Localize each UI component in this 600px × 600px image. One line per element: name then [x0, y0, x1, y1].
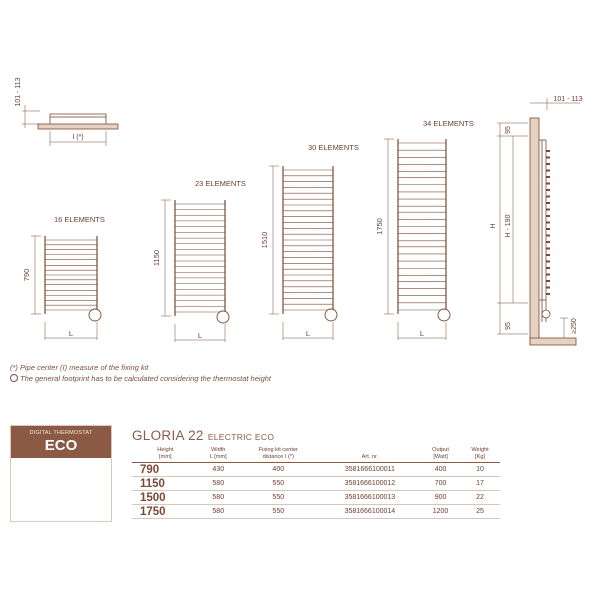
model-width-label-1: L	[68, 329, 74, 338]
note-pipe-center: (*) Pipe center (I) measure of the fixing kit	[10, 363, 149, 372]
product-variant: ELECTRIC ECO	[207, 432, 275, 442]
column-header-text: [mm]	[159, 453, 172, 460]
table-cell: 22	[460, 491, 500, 505]
table-cell: 3581666100011	[319, 463, 421, 477]
thermostat-title: ECO	[44, 437, 78, 454]
table-cell: 550	[238, 477, 319, 491]
side-tick	[546, 248, 550, 250]
top-margin-label: 95	[505, 126, 512, 134]
side-tick	[546, 261, 550, 263]
column-header-text: distance I (*)	[262, 453, 294, 460]
model-label-4: 34 ELEMENTS	[423, 119, 474, 128]
note-footprint-text: The general footprint has to be calculated considering the thermostat height	[20, 374, 271, 383]
radiator-1	[31, 236, 101, 340]
side-tick	[546, 254, 550, 256]
side-tick	[546, 280, 550, 282]
side-tick	[546, 228, 550, 230]
side-tick	[546, 287, 550, 289]
side-tick	[546, 202, 550, 204]
thermostat-header	[11, 426, 111, 458]
model-label-2: 23 ELEMENTS	[195, 179, 246, 188]
table-cell: 3581666100014	[319, 505, 421, 519]
table-cell: 1200	[421, 505, 460, 519]
column-header-text: Fixing kit center	[258, 447, 298, 453]
column-header-text: [Watt]	[433, 453, 448, 460]
table-cell: 3581666100013	[319, 491, 421, 505]
table-cell: 550	[238, 491, 319, 505]
column-header-4	[319, 447, 421, 463]
table-cell: 900	[421, 491, 460, 505]
column-header-text: Art. nr.	[361, 453, 379, 460]
table-cell: 1500	[132, 491, 199, 505]
table-cell: 3581666100012	[319, 477, 421, 491]
column-header-1	[132, 447, 199, 463]
notes	[10, 362, 271, 384]
table-row	[132, 477, 500, 491]
side-tick	[546, 163, 550, 165]
column-header-2	[199, 447, 238, 463]
table-cell: 550	[238, 505, 319, 519]
side-tick	[546, 189, 550, 191]
model-width-label-2: L	[197, 331, 203, 340]
radiator-2	[161, 200, 229, 342]
side-tick	[546, 215, 550, 217]
side-tick	[546, 150, 550, 152]
column-header-text: Width	[211, 447, 226, 453]
side-tick	[546, 274, 550, 276]
product-name: GLORIA 22	[132, 428, 204, 443]
radiator-3	[269, 166, 337, 340]
model-height-label-2: 1150	[152, 249, 161, 267]
column-header-5	[421, 447, 460, 463]
table-cell: 25	[460, 505, 500, 519]
side-tick	[546, 196, 550, 198]
side-tick	[546, 176, 550, 178]
model-height-label-1: 790	[22, 268, 31, 282]
column-header-text: L [mm]	[209, 453, 227, 460]
column-header-text: [Kg]	[475, 453, 485, 460]
model-front-views	[22, 119, 474, 342]
bottom-margin-label: 95	[505, 322, 512, 330]
side-tick	[546, 183, 550, 185]
model-width-label-3: L	[305, 329, 311, 338]
side-tick	[546, 235, 550, 237]
side-wall-offset-label: 101 - 113	[553, 96, 583, 103]
table-cell: 400	[238, 463, 319, 477]
side-view-ticks	[546, 150, 550, 295]
radiator-4	[384, 139, 450, 340]
product-title	[132, 428, 274, 443]
table-row	[132, 505, 500, 519]
table-row	[132, 491, 500, 505]
column-header-text: Height	[157, 447, 174, 453]
table-row	[132, 463, 500, 477]
table-cell: 1750	[132, 505, 199, 519]
plan-view-top	[22, 105, 118, 146]
table-cell: 580	[199, 505, 238, 519]
thermostat-panel	[10, 425, 112, 522]
model-height-label-3: 1510	[260, 231, 269, 249]
model-height-label-4: 1750	[375, 218, 384, 235]
table-header-row	[132, 447, 500, 463]
circle-symbol-icon	[10, 374, 18, 382]
side-tick	[546, 267, 550, 269]
table-cell: 430	[199, 463, 238, 477]
table-cell: 10	[460, 463, 500, 477]
side-tick	[546, 170, 550, 172]
side-tick	[546, 241, 550, 243]
spec-table	[132, 447, 500, 519]
table-cell: 400	[421, 463, 460, 477]
side-tick	[546, 222, 550, 224]
height-minus-label: H - 190	[505, 214, 512, 238]
column-header-text: Weight	[471, 447, 489, 453]
table-cell: 790	[132, 463, 199, 477]
column-header-text: Output	[432, 447, 449, 453]
table-cell: 580	[199, 477, 238, 491]
table-cell: 1150	[132, 477, 199, 491]
note-footprint	[10, 373, 271, 384]
fixing-distance-label: I (*)	[72, 134, 84, 141]
side-tick	[546, 157, 550, 159]
table-cell: 580	[199, 491, 238, 505]
height-label: H	[490, 223, 497, 229]
wall-offset-label: 101 - 113	[15, 77, 22, 107]
table-cell: 700	[421, 477, 460, 491]
floor-clearance-label: ≥250	[571, 318, 578, 334]
model-label-3: 30 ELEMENTS	[308, 143, 359, 152]
model-width-label-4: L	[419, 329, 425, 338]
side-tick	[546, 209, 550, 211]
table-cell: 17	[460, 477, 500, 491]
model-label-1: 16 ELEMENTS	[54, 215, 105, 224]
column-header-3	[238, 447, 319, 463]
column-header-6	[460, 447, 500, 463]
thermostat-subtitle: DIGITAL THERMOSTAT	[29, 430, 93, 436]
side-tick	[546, 293, 550, 295]
